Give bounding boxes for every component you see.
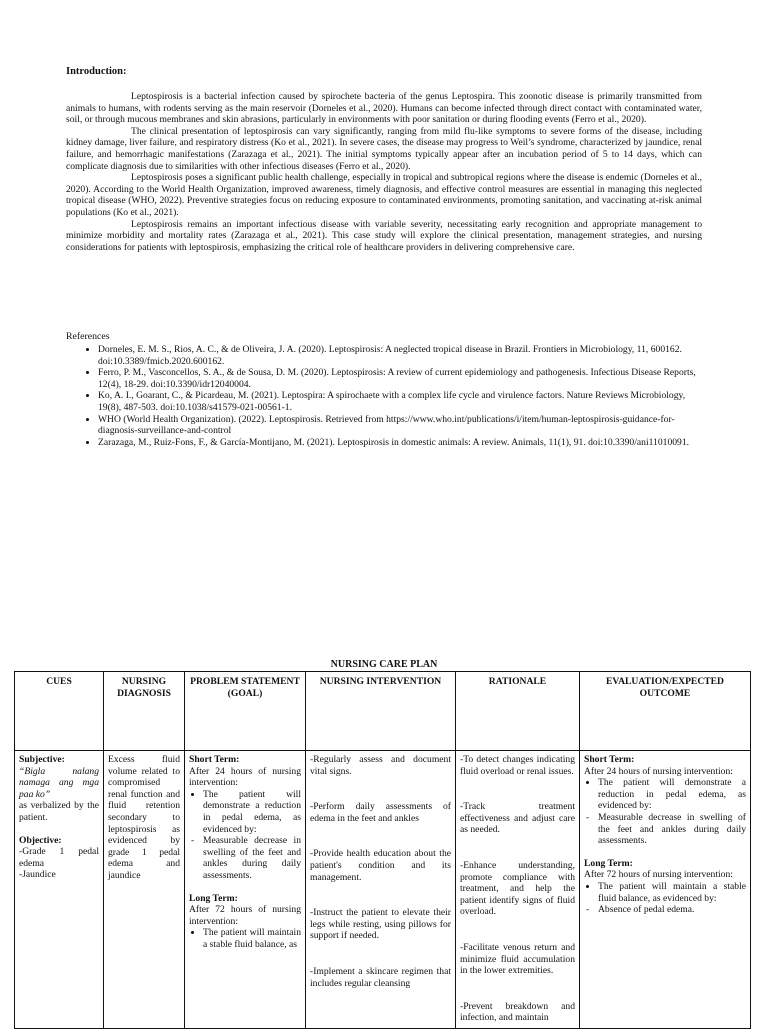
objective-label: Objective: xyxy=(19,834,62,846)
verbalized-note: as verbalized by the patient. xyxy=(19,800,99,823)
reference-item: • Dorneles, E. M. S., Rios, A. C., & de Oliveira, J. A. (2020). Leptospirosis: A neglected tropical disease in Brazil. Frontiers in Microbiology, 11, 600162. doi:10.3389/fmicb.2020.600162. xyxy=(98,344,708,367)
header-evaluation: EVALUATION/EXPECTED OUTCOME xyxy=(580,672,751,751)
introduction-heading: Introduction: xyxy=(66,66,127,77)
goal-short-term-bullets xyxy=(189,789,301,835)
cues-cell xyxy=(15,751,104,1029)
intervention-item: -Provide health education about the patient's condition and its management. xyxy=(310,848,451,883)
reference-item: • WHO (World Health Organization). (2022). Leptospirosis. Retrieved from https://www.who.int/publications/i/item/human-leptospirosis-guidance-for-diagnosis-surveillance-and-control xyxy=(98,414,708,437)
objective-item: -Grade 1 pedal edema xyxy=(19,846,99,869)
rationale-cell xyxy=(456,751,580,1029)
care-plan-title: NURSING CARE PLAN xyxy=(330,659,438,670)
diagnosis-cell xyxy=(104,751,185,1029)
evaluation-long-term-bullet: • The patient will maintain a stable fluid balance, as evidenced by: xyxy=(598,881,746,904)
nursing-care-plan-table xyxy=(14,671,751,1029)
header-nursing-intervention: NURSING INTERVENTION xyxy=(306,672,456,751)
evaluation-long-term-dashes xyxy=(584,904,746,916)
evaluation-short-term-bullets xyxy=(584,777,746,812)
header-problem-statement: PROBLEM STATEMENT (GOAL) xyxy=(185,672,306,751)
rationale-item: -Facilitate venous return and minimize fluid accumulation in the lower extremities. xyxy=(460,941,575,977)
evaluation-short-term-bullet: • The patient will demonstrate a reduction in pedal edema, as evidenced by: xyxy=(598,777,746,812)
intervention-cell xyxy=(306,751,456,1029)
evaluation-long-term-dash: - Absence of pedal edema. xyxy=(598,904,746,916)
header-nursing-diagnosis: NURSING DIAGNOSIS xyxy=(104,672,185,751)
rationale-item: -Track treatment effectiveness and adjust care as needed. xyxy=(460,801,575,836)
goal-cell xyxy=(185,751,306,1029)
intro-paragraph: Leptospirosis poses a significant public health challenge, especially in tropical and subtropical regions where the disease is endemic (Dorneles et al., 2020). According to the World Health Organization, improved awareness, timely diagnosis, and effective control measures are essential in managing this neglected tropical disease (WHO, 2022). Preventive strategies focus on reducing exposure to contaminated environments, promoting sanitation, and vaccinating at-risk animal populations (Ko et al., 2021). xyxy=(66,172,702,218)
goal-long-term-bullets xyxy=(189,927,301,950)
goal-long-term-text: After 72 hours of nursing intervention: xyxy=(189,904,301,927)
evaluation-short-term-label: Short Term: xyxy=(584,754,635,765)
rationale-item: -Enhance understanding, promote compliance with treatment, and help the patient identify signs of fluid overload. xyxy=(460,859,575,918)
reference-item: • Zarazaga, M., Ruiz-Fons, F., & García-Montijano, M. (2021). Leptospirosis in domestic animals: A review. Animals, 11(1), 91. doi:10.3390/ani11010091. xyxy=(98,437,708,449)
reference-item: • Ferro, P. M., Vasconcellos, S. A., & de Sousa, D. M. (2020). Leptospirosis: A review of current epidemiology and pathogenesis. Infectious Disease Reports, 12(4), 18-29. doi:10.3390/idr12040004. xyxy=(98,367,708,390)
goal-long-term-bullet: • The patient will maintain a stable fluid balance, as xyxy=(203,927,301,950)
goal-short-term-bullet: • The patient will demonstrate a reduction in pedal edema, as evidenced by: xyxy=(203,789,301,835)
intro-paragraph: Leptospirosis is a bacterial infection caused by spirochete bacteria of the genus Leptospira. This zoonotic disease is primarily transmitted from animals to humans, with rodents serving as the main reservoir (Dorneles et al., 2020). Humans can become infected through direct contact with contaminated water, soil, or through mucous membranes and skin abrasions, particularly in environments with poor sanitation or during flooding events (Ferro et al., 2020). xyxy=(66,91,702,126)
references-list xyxy=(80,344,708,448)
evaluation-short-term-dash: - Measurable decrease in swelling of the feet and ankles during daily assessments. xyxy=(598,812,746,847)
goal-short-term-label: Short Term: xyxy=(189,754,240,765)
table-row xyxy=(15,751,751,1029)
evaluation-short-term-dashes xyxy=(584,812,746,847)
rationale-item: -To detect changes indicating fluid overload or renal issues. xyxy=(460,754,575,777)
intervention-item: -Perform daily assessments of edema in the feet and ankles xyxy=(310,801,451,824)
goal-long-term-label: Long Term: xyxy=(189,892,238,904)
intervention-item: -Instruct the patient to elevate their legs while resting, using pillows for support if needed. xyxy=(310,907,451,942)
evaluation-cell xyxy=(580,751,751,1029)
evaluation-long-term-text: After 72 hours of nursing intervention: xyxy=(584,869,733,881)
subjective-quote: “Bigla nalang namaga ang mga paa ko” xyxy=(19,765,99,800)
reference-item: • Ko, A. I., Goarant, C., & Picardeau, M. (2021). Leptospira: A spirochaete with a complex life cycle and virulence factors. Nature Reviews Microbiology, 19(8), 487-503. doi:10.1038/s41579-021-00561-1. xyxy=(98,390,708,413)
evaluation-long-term-label: Long Term: xyxy=(584,857,633,869)
header-rationale: RATIONALE xyxy=(456,672,580,751)
evaluation-short-term-text: After 24 hours of nursing intervention: xyxy=(584,765,733,777)
objective-item: -Jaundice xyxy=(19,869,56,881)
intro-paragraph: The clinical presentation of leptospirosis can vary significantly, ranging from mild flu-like symptoms to severe forms of the disease, including kidney damage, liver failure, and respiratory distress (Ko et al., 2021). In severe cases, the disease may progress to Weil’s syndrome, characterized by jaundice, renal failure, and hemorrhagic manifestations (Zarazaga et al., 2021). The initial symptoms typically appear after an incubation period of 5 to 14 days, which can complicate diagnosis due to similarities with other infectious diseases (Ferro et al., 2020). xyxy=(66,125,702,172)
rationale-item: -Prevent breakdown and infection, and maintain xyxy=(460,1000,575,1024)
evaluation-long-term-bullets xyxy=(584,881,746,904)
goal-short-term-dashes xyxy=(189,835,301,881)
subjective-label: Subjective: xyxy=(19,754,65,765)
nursing-diagnosis-text: Excess fluid volume related to compromised renal function and fluid retention secondary to leptospirosis as evidenced by grade 1 pedal edema and jaundice xyxy=(108,754,180,881)
header-cues: CUES xyxy=(15,672,104,751)
intervention-item: -Implement a skincare regimen that includes regular cleansing xyxy=(310,965,451,989)
goal-short-term-text: After 24 hours of nursing intervention: xyxy=(189,765,301,789)
goal-short-term-dash: - Measurable decrease in swelling of the feet and ankles during daily assessments. xyxy=(203,835,301,881)
introduction-body xyxy=(66,91,702,253)
references-heading: References xyxy=(66,331,110,342)
intro-paragraph: Leptospirosis remains an important infectious disease with variable severity, necessitating early recognition and appropriate management to minimize morbidity and mortality rates (Zarazaga et al., 2021). This case study will explore the clinical presentation, management strategies, and nursing considerations for patients with leptospirosis, emphasizing the critical role of healthcare providers in delivering comprehensive care. xyxy=(66,218,702,253)
table-header-row xyxy=(15,672,751,751)
intervention-item: -Regularly assess and document vital signs. xyxy=(310,754,451,777)
